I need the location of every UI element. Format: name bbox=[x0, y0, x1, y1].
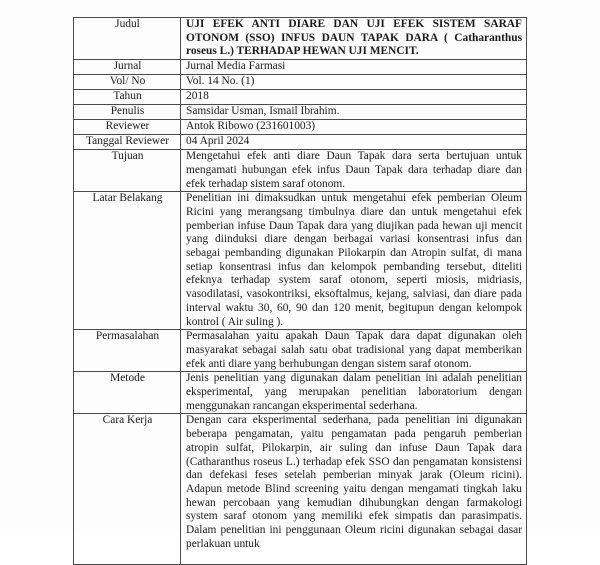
table-row-cara-kerja bbox=[74, 414, 527, 565]
table-row-tahun bbox=[74, 90, 527, 105]
background-value: Penelitian ini dimaksudkan untuk mengetahui efek pemberian Oleum Ricini yang merangsang timbulnya diare dan untuk mengetahui efek pemberian infuse Daun Tapak dara yang diujikan pada hewan uji mencit yang diinduksi diare dengan berbagai variasi konsentrasi infus dan sebagai pembanding digunakan Pilokarpin dan Atropin sulfat, di mana setiap konsentrasi infus dan kelompok pembanding tersebut, diteliti efeknya terhadap system saraf otonom, seperti miosis, midriasis, vasodilatasi, vasokontriksi, eksoftalmus, kejang, salviasi, dan diare pada interval waktu 30, 60, 90 dan 120 menit, begitupun dengan kelompok kontrol ( Air suling ). bbox=[181, 192, 527, 330]
objective-value: Mengetahui efek anti diare Daun Tapak dara serta bertujuan untuk mengamati hubungan efek infus Daun Tapak dara terhadap diare dan efek terhadap sistem saraf otonom. bbox=[181, 150, 527, 192]
procedure-value: Dengan cara eksperimental sederhana, pada penelitian ini digunakan beberapa pengamatan, yaitu pengamatan pada pengaruh pemberian atropin sulfat, Pilokarpin, air suling dan infuse Daun Tapak dara (Catharanthus roseus L.) terhadap efek SSO dan pengamatan konsistensi dan defekasi feses setelah pemberian minyak jarak (Oleum ricini). Adapun metode Blind screening yaitu dengan mengamati tingkah laku hewan percobaan yang kemudian dihubungkan dengan farmakologi system saraf otonom yang memiliki efek simpatis dan parasimpatis. Dalam penelitian ini penggunaan Oleum ricini digunakan sebagai dasar perlakuan untuk bbox=[181, 414, 527, 565]
table-row-latar-belakang bbox=[74, 192, 527, 330]
row-label: Vol/ No bbox=[74, 75, 181, 90]
journal-value: Jurnal Media Farmasi bbox=[181, 60, 527, 75]
table-row-permasalahan bbox=[74, 330, 527, 372]
row-label: Latar Belakang bbox=[74, 192, 181, 330]
table-row-penulis bbox=[74, 105, 527, 120]
review-table bbox=[73, 17, 527, 565]
method-value: Jenis penelitian yang digunakan dalam penelitian ini adalah penelitian eksperimental, yang merupakan penelitian laboratorium dengan menggunakan rancangan eksperimental sederhana. bbox=[181, 372, 527, 414]
row-label: Reviewer bbox=[74, 120, 181, 135]
title-value: UJI EFEK ANTI DIARE DAN UJI EFEK SISTEM SARAF OTONOM (SSO) INFUS DAUN TAPAK DARA ( Catharanthus roseus L.) TERHADAP HEWAN UJI MENCIT. bbox=[181, 18, 527, 60]
row-label: Metode bbox=[74, 372, 181, 414]
table-row-reviewer bbox=[74, 120, 527, 135]
row-label: Cara Kerja bbox=[74, 414, 181, 565]
row-label: Tahun bbox=[74, 90, 181, 105]
authors-value: Samsidar Usman, Ismail Ibrahim. bbox=[181, 105, 527, 120]
row-label: Judul bbox=[74, 18, 181, 60]
table-row-jurnal bbox=[74, 60, 527, 75]
row-label: Tujuan bbox=[74, 150, 181, 192]
table-row-tanggal-reviewer bbox=[74, 135, 527, 150]
table-row-vol-no bbox=[74, 75, 527, 90]
row-label: Penulis bbox=[74, 105, 181, 120]
table-row-tujuan bbox=[74, 150, 527, 192]
volume-value: Vol. 14 No. (1) bbox=[181, 75, 527, 90]
table-row-metode bbox=[74, 372, 527, 414]
table-row-judul bbox=[74, 18, 527, 60]
row-label: Jurnal bbox=[74, 60, 181, 75]
row-label: Tanggal Reviewer bbox=[74, 135, 181, 150]
reviewer-value: Antok Ribowo (231601003) bbox=[181, 120, 527, 135]
row-label: Permasalahan bbox=[74, 330, 181, 372]
problem-value: Permasalahan yaitu apakah Daun Tapak dara dapat digunakan oleh masyarakat sebagai salah satu obat tradisional yang dapat memberikan efek anti diare yang berhubungan dengan sistem saraf otonom. bbox=[181, 330, 527, 372]
year-value: 2018 bbox=[181, 90, 527, 105]
review-date-value: 04 April 2024 bbox=[181, 135, 527, 150]
